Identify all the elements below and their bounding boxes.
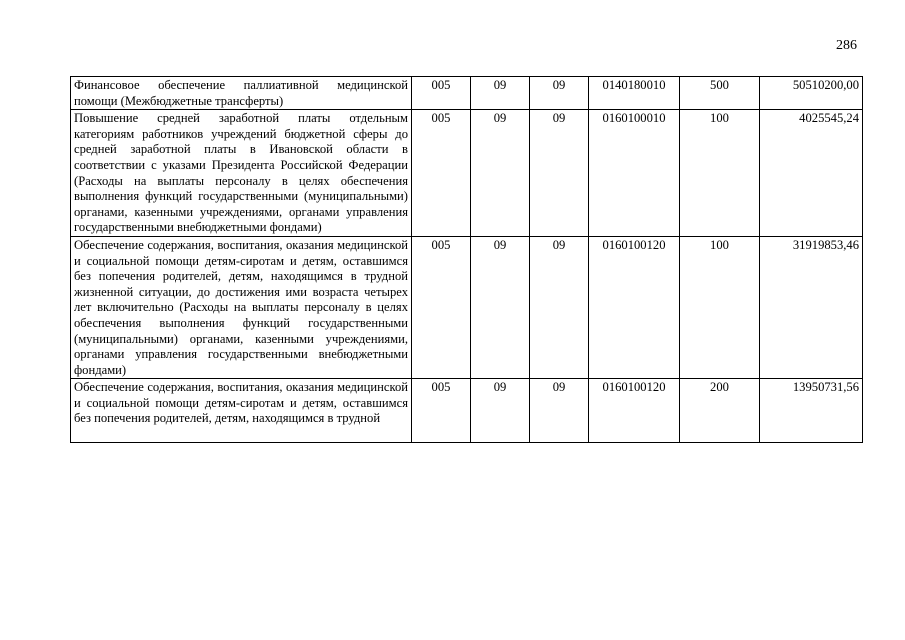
row-description: Обеспечение содержания, воспитания, оказания медицинской и социальной помощи детям-сиротам и детям, оставшимся без попечения родителей, детям, находящимся в трудной жизненной ситуации, до достижения ими возраста четырех лет включительно (Расходы на выплаты персоналу в целях обеспечения выполнения функций государственными (муниципальными) органами, казенными учреждениями, органами управления государственными внебюджетными фондами) — [71, 236, 412, 378]
amount: 50510200,00 — [760, 77, 863, 110]
ministry-code: 005 — [412, 379, 471, 443]
expense-type-code: 500 — [680, 77, 760, 110]
ministry-code: 005 — [412, 77, 471, 110]
page-number: 286 — [836, 38, 857, 53]
expense-type-code: 100 — [680, 110, 760, 237]
target-article-code: 0140180010 — [589, 77, 680, 110]
row-description: Повышение средней заработной платы отдельным категориям работников учреждений бюджетной сферы до средней заработной платы в Ивановской области в соответствии с указами Президента Российской Федерации (Расходы на выплаты персоналу в целях обеспечения выполнения функций государственными (муниципальными) органами, казенными учреждениями, органами управления государственными внебюджетными фондами) — [71, 110, 412, 237]
section-code: 09 — [471, 110, 530, 237]
row-description: Обеспечение содержания, воспитания, оказания медицинской и социальной помощи детям-сиротам и детям, оставшимся без попечения родителей, детям, находящимся в трудной — [74, 380, 408, 426]
amount: 13950731,56 — [760, 379, 863, 443]
target-article-code: 0160100120 — [589, 379, 680, 443]
expense-type-code: 200 — [680, 379, 760, 443]
table-row — [71, 77, 863, 110]
subsection-code: 09 — [530, 110, 589, 237]
section-code: 09 — [471, 379, 530, 443]
ministry-code: 005 — [412, 236, 471, 378]
table-row — [71, 236, 863, 378]
target-article-code: 0160100010 — [589, 110, 680, 237]
ministry-code: 005 — [412, 110, 471, 237]
section-code: 09 — [471, 77, 530, 110]
section-code: 09 — [471, 236, 530, 378]
amount: 31919853,46 — [760, 236, 863, 378]
budget-table — [70, 76, 863, 443]
expense-type-code: 100 — [680, 236, 760, 378]
row-description: Финансовое обеспечение паллиативной медицинской помощи (Межбюджетные трансферты) — [71, 77, 412, 110]
subsection-code: 09 — [530, 77, 589, 110]
subsection-code: 09 — [530, 379, 589, 443]
table-row — [71, 110, 863, 237]
table-row — [71, 379, 863, 443]
amount: 4025545,24 — [760, 110, 863, 237]
target-article-code: 0160100120 — [589, 236, 680, 378]
subsection-code: 09 — [530, 236, 589, 378]
